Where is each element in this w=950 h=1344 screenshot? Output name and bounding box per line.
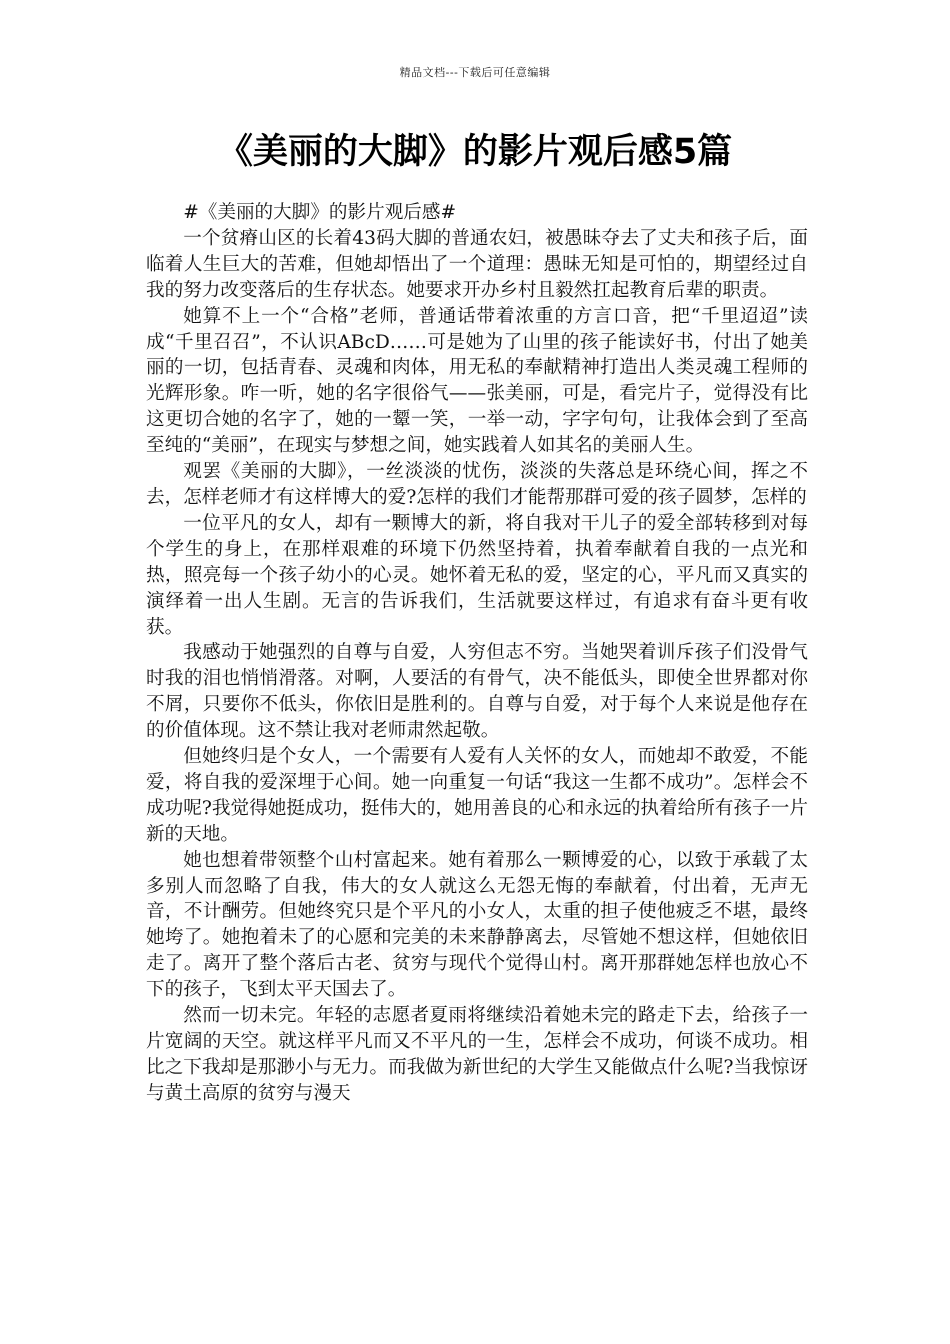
paragraph: 我感动于她强烈的自尊与自爱，人穷但志不穷。当她哭着训斥孩子们没骨气时我的泪也悄悄滑落。对啊，人要活的有骨气，决不能低头，即使全世界都对你不屑，只要你不低头，你依旧是胜利的。自尊与自爱，对于每个人来说是他存在的价值体现。这不禁让我对老师肃然起敬。 [146,642,808,742]
paragraph: 但她终归是个女人，一个需要有人爱有人关怀的女人，而她却不敢爱，不能爱，将自我的爱深埋于心间。她一向重复一句话“我这一生都不成功”。怎样会不成功呢?我觉得她挺成功，挺伟大的，她用善良的心和永远的执着给所有孩子一片新的天地。 [146,746,808,845]
paragraph-subtitle: #《美丽的大脚》的影片观后感# [183,202,457,223]
document-title: 《美丽的大脚》的影片观后感5篇 [217,132,733,172]
document-body [146,200,808,1107]
header-note: 精品文档---下载后可任意编辑 [399,66,551,79]
paragraph: 然而一切未完。年轻的志愿者夏雨将继续沿着她未完的路走下去，给孩子一片宽阔的天空。就这样平凡而又不平凡的一生，怎样会不成功，何谈不成功。相比之下我却是那渺小与无力。而我做为新世纪的大学生又能做点什么呢?当我惊讶与黄土高原的贫穷与漫天 [146,1005,808,1104]
paragraph: 她算不上一个“合格”老师，普通话带着浓重的方言口音，把“千里迢迢”读成“千里召召”，不认识ABcD……可是她为了山里的孩子能读好书，付出了她美丽的一切，包括青春、灵魂和肉体，用无私的奉献精神打造出人类灵魂工程师的光辉形象。咋一听，她的名字很俗气——张美丽，可是，看完片子，觉得没有比这更切合她的名字了，她的一颦一笑，一举一动，字字句句，让我体会到了至高至纯的“美丽”，在现实与梦想之间，她实践着人如其名的美丽人生。 [146,305,808,457]
paragraph: 她也想着带领整个山村富起来。她有着那么一颗博爱的心，以致于承载了太多别人而忽略了自我，伟大的女人就这么无怨无悔的奉献着，付出着，无声无音，不计酬劳。但她终究只是个平凡的小女人，太重的担子使他疲乏不堪，最终她垮了。她抱着未了的心愿和完美的未来静静离去，尽管她不想这样，但她依旧走了。离开了整个落后古老、贫穷与现代个觉得山村。离开那群她怎样也放心不下的孩子，飞到太平天国去了。 [146,849,808,1001]
paragraph: 一位平凡的女人，却有一颗博大的新，将自我对干儿子的爱全部转移到对每个学生的身上，在那样艰难的环境下仍然坚持着，执着奉献着自我的一点光和热，照亮每一个孩子幼小的心灵。她怀着无私的爱，坚定的心，平凡而又真实的演绎着一出人生剧。无言的告诉我们，生活就要这样过，有追求有奋斗更有收获。 [146,512,808,638]
paragraph: 观罢《美丽的大脚》，一丝淡淡的忧伤，淡淡的失落总是环绕心间，挥之不去，怎样老师才有这样博大的爱?怎样的我们才能帮那群可爱的孩子圆梦，怎样的 [146,461,808,508]
paragraph: 一个贫瘠山区的长着43码大脚的普通农妇，被愚昧夺去了丈夫和孩子后，面临着人生巨大的苦难，但她却悟出了一个道理：愚昧无知是可怕的，期望经过自我的努力改变落后的生存状态。她要求开办乡村且毅然扛起教育后辈的职责。 [146,227,808,301]
